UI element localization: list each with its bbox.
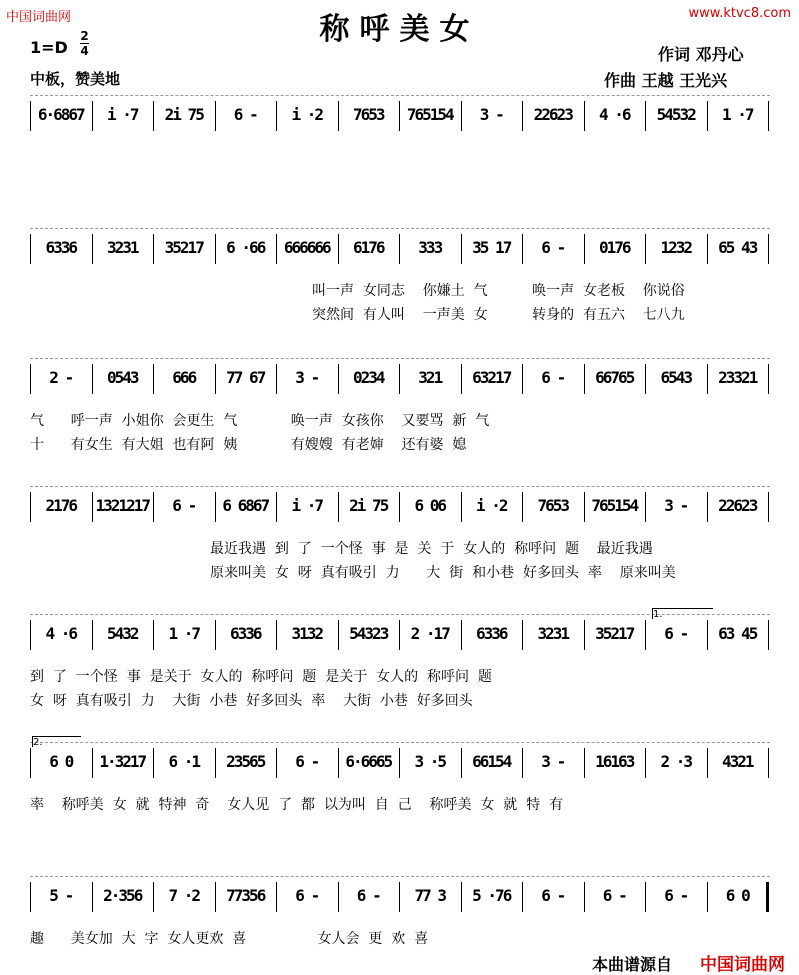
measure: 22623 xyxy=(533,105,572,124)
barline xyxy=(92,364,93,394)
system-separator xyxy=(30,486,770,487)
barline xyxy=(338,492,339,522)
barline xyxy=(399,234,400,264)
barline xyxy=(338,882,339,912)
barline xyxy=(584,492,585,522)
barline xyxy=(645,101,646,131)
tempo-marking: 中板，赞美地 xyxy=(30,70,121,88)
measure: 3132 xyxy=(291,624,323,643)
barline xyxy=(399,101,400,131)
measure: 6 - xyxy=(602,886,626,905)
barline xyxy=(768,101,769,131)
barline xyxy=(768,234,769,264)
final-barline xyxy=(766,882,769,912)
barline xyxy=(215,748,216,778)
barline xyxy=(522,364,523,394)
barline xyxy=(215,620,216,650)
barline xyxy=(338,620,339,650)
barline xyxy=(276,882,277,912)
barline xyxy=(276,364,277,394)
measure: 2176 xyxy=(45,496,77,515)
barline xyxy=(768,620,769,650)
measure: i ·2 xyxy=(475,496,507,515)
barline xyxy=(92,748,93,778)
measure: 2i 75 xyxy=(164,105,203,124)
measure: 1232 xyxy=(660,238,692,257)
lyrics-line-2: 原来叫美 女 呀 真有吸引 力 大 街 和小巷 好多回头 率 原来叫美 xyxy=(210,565,676,581)
barline xyxy=(584,101,585,131)
measure: 66154 xyxy=(472,752,511,771)
measure: 6 - xyxy=(172,496,196,515)
measure: 63 45 xyxy=(718,624,757,643)
barline xyxy=(92,234,93,264)
barline xyxy=(399,748,400,778)
measure: 666 xyxy=(172,368,196,387)
measure: 765154 xyxy=(406,105,453,124)
barline xyxy=(276,748,277,778)
measure: 1·3217 xyxy=(99,752,146,771)
barline xyxy=(645,620,646,650)
barline xyxy=(522,101,523,131)
barline xyxy=(461,882,462,912)
barline xyxy=(276,101,277,131)
lyrics-line-2: 十 有女生 有大姐 也有阿 姨 有嫂嫂 有老婶 还有婆 媳 xyxy=(30,437,467,453)
barline xyxy=(522,234,523,264)
barline xyxy=(584,748,585,778)
measure: 3231 xyxy=(106,238,138,257)
measure: 4 ·6 xyxy=(45,624,77,643)
measure: 6 ·1 xyxy=(168,752,200,771)
barline xyxy=(399,364,400,394)
measure: 63217 xyxy=(472,368,511,387)
lyrics-line-1: 最近我遇 到 了 一个怪 事 是 关 于 女人的 称呼问 题 最近我遇 xyxy=(210,541,653,557)
system-separator xyxy=(30,876,770,877)
measure: 333 xyxy=(418,238,442,257)
measure: 7653 xyxy=(352,105,384,124)
measure: 6 ·66 xyxy=(226,238,265,257)
measure: i ·7 xyxy=(106,105,138,124)
measure: 1 ·7 xyxy=(721,105,753,124)
lyrics-line-2: 突然间 有人叫 一声美 女 转身的 有五六 七八九 xyxy=(312,307,685,323)
measure: 6·6665 xyxy=(345,752,392,771)
barline xyxy=(338,234,339,264)
barline xyxy=(399,882,400,912)
measure: 5 ·76 xyxy=(472,886,511,905)
measure: 6 - xyxy=(541,886,565,905)
measure: i ·7 xyxy=(291,496,323,515)
system-separator xyxy=(30,228,770,229)
barline xyxy=(584,234,585,264)
measure: 3231 xyxy=(537,624,569,643)
barline xyxy=(461,364,462,394)
key-signature: 1=D xyxy=(30,38,68,57)
barline xyxy=(92,101,93,131)
measure: 2 ·3 xyxy=(660,752,692,771)
barline xyxy=(92,620,93,650)
measure: 23565 xyxy=(226,752,265,771)
system-separator xyxy=(30,95,770,96)
barline xyxy=(645,748,646,778)
measure: 6176 xyxy=(352,238,384,257)
barline xyxy=(338,101,339,131)
barline xyxy=(645,882,646,912)
measure: 0543 xyxy=(106,368,138,387)
barline xyxy=(461,620,462,650)
barline xyxy=(30,492,31,522)
measure: 6336 xyxy=(229,624,261,643)
barline xyxy=(399,492,400,522)
measure: 54532 xyxy=(656,105,695,124)
barline xyxy=(215,492,216,522)
source-label: 本曲谱源自 xyxy=(592,955,673,974)
barline xyxy=(645,492,646,522)
measure: 6 06 xyxy=(414,496,446,515)
measure: 6 - xyxy=(356,886,380,905)
barline xyxy=(461,234,462,264)
barline xyxy=(215,234,216,264)
lyrics-line-1: 气 呼一声 小姐你 会更生 气 唤一声 女孩你 又要骂 新 气 xyxy=(30,413,490,429)
measure: 0176 xyxy=(598,238,630,257)
barline xyxy=(707,620,708,650)
measure: 22623 xyxy=(718,496,757,515)
measure: 6 - xyxy=(233,105,257,124)
lyricist-credit: 作词 邓丹心 xyxy=(658,45,744,64)
measure: 2 ·17 xyxy=(410,624,449,643)
page-title: 称呼美女 xyxy=(319,12,480,47)
barline xyxy=(707,234,708,264)
measure: 4321 xyxy=(721,752,753,771)
barline xyxy=(645,364,646,394)
barline xyxy=(30,882,31,912)
time-sig-bottom: 4 xyxy=(80,44,89,58)
barline xyxy=(707,882,708,912)
measure: 6 6867 xyxy=(222,496,269,515)
barline xyxy=(768,748,769,778)
measure: 6 - xyxy=(541,238,565,257)
measure: 77356 xyxy=(226,886,265,905)
barline xyxy=(584,620,585,650)
barline xyxy=(399,620,400,650)
measure: 1 ·7 xyxy=(168,624,200,643)
measure: 3 - xyxy=(541,752,565,771)
measure: 6336 xyxy=(45,238,77,257)
time-sig-top: 2 xyxy=(80,29,89,43)
barline xyxy=(522,492,523,522)
barline xyxy=(92,882,93,912)
volta-bracket: 2. xyxy=(32,736,81,747)
barline xyxy=(153,234,154,264)
system-separator xyxy=(30,742,770,743)
system-separator xyxy=(30,358,770,359)
measure: 6 - xyxy=(664,886,688,905)
measure: 66765 xyxy=(595,368,634,387)
measure: 321 xyxy=(418,368,442,387)
measure: 765154 xyxy=(591,496,638,515)
barline xyxy=(522,620,523,650)
barline xyxy=(153,882,154,912)
barline xyxy=(522,882,523,912)
measure: 3 - xyxy=(664,496,688,515)
barline xyxy=(584,364,585,394)
measure: 16163 xyxy=(595,752,634,771)
lyrics-line-1: 叫一声 女同志 你嫌土 气 唤一声 女老板 你说俗 xyxy=(312,283,685,299)
measure: 5432 xyxy=(106,624,138,643)
lyrics-line-2: 女 呀 真有吸引 力 大街 小巷 好多回头 率 大街 小巷 好多回头 xyxy=(30,693,473,709)
measure: 0234 xyxy=(352,368,384,387)
measure: 77 67 xyxy=(226,368,265,387)
measure: 1321217 xyxy=(95,496,149,515)
barline xyxy=(276,620,277,650)
barline xyxy=(153,620,154,650)
barline xyxy=(768,364,769,394)
time-signature xyxy=(80,30,89,57)
barline xyxy=(461,748,462,778)
barline xyxy=(30,101,31,131)
barline xyxy=(707,364,708,394)
barline xyxy=(30,748,31,778)
barline xyxy=(707,748,708,778)
measure: 23321 xyxy=(718,368,757,387)
composer-credit: 作曲 王越 王光兴 xyxy=(604,71,728,90)
measure: 77 3 xyxy=(414,886,446,905)
barline xyxy=(461,101,462,131)
measure: 35 17 xyxy=(472,238,511,257)
barline xyxy=(522,748,523,778)
measure: 7653 xyxy=(537,496,569,515)
measure: 2i 75 xyxy=(349,496,388,515)
measure: 6 0 xyxy=(49,752,73,771)
measure: 65 43 xyxy=(718,238,757,257)
measure: 666666 xyxy=(283,238,330,257)
measure: 6·6867 xyxy=(37,105,84,124)
measure: 6336 xyxy=(475,624,507,643)
barline xyxy=(153,364,154,394)
lyrics-line-1: 率 称呼美 女 就 特神 奇 女人见 了 都 以为叫 自 己 称呼美 女 就 特 有 xyxy=(30,797,564,813)
measure: 35217 xyxy=(595,624,634,643)
measure: 3 - xyxy=(479,105,503,124)
barline xyxy=(645,234,646,264)
barline xyxy=(338,748,339,778)
measure: 6 - xyxy=(541,368,565,387)
barline xyxy=(461,492,462,522)
watermark-left: 中国词曲网 xyxy=(6,10,72,25)
barline xyxy=(30,234,31,264)
measure: 6 - xyxy=(664,624,688,643)
measure: 5 - xyxy=(49,886,73,905)
measure: 6 0 xyxy=(725,886,749,905)
barline xyxy=(215,364,216,394)
source-brand: 中国词曲网 xyxy=(700,955,785,975)
barline xyxy=(153,748,154,778)
barline xyxy=(30,620,31,650)
barline xyxy=(92,492,93,522)
volta-bracket: 1. xyxy=(652,608,713,619)
measure: i ·2 xyxy=(291,105,323,124)
lyrics-line-1: 趣 美女加 大 字 女人更欢 喜 女人会 更 欢 喜 xyxy=(30,931,429,947)
barline xyxy=(584,882,585,912)
measure: 4 ·6 xyxy=(598,105,630,124)
barline xyxy=(215,882,216,912)
barline xyxy=(338,364,339,394)
barline xyxy=(276,492,277,522)
measure: 6543 xyxy=(660,368,692,387)
barline xyxy=(30,364,31,394)
measure: 6 - xyxy=(295,886,319,905)
barline xyxy=(707,492,708,522)
barline xyxy=(153,101,154,131)
measure: 2·356 xyxy=(103,886,142,905)
barline xyxy=(768,492,769,522)
measure: 54323 xyxy=(349,624,388,643)
barline xyxy=(276,234,277,264)
measure: 2 - xyxy=(49,368,73,387)
measure: 7 ·2 xyxy=(168,886,200,905)
lyrics-line-1: 到 了 一个怪 事 是关于 女人的 称呼问 题 是关于 女人的 称呼问 题 xyxy=(30,669,492,685)
measure: 35217 xyxy=(164,238,203,257)
barline xyxy=(707,101,708,131)
barline xyxy=(153,492,154,522)
watermark-right: www.ktvc8.com xyxy=(688,6,791,21)
measure: 3 - xyxy=(295,368,319,387)
measure: 6 - xyxy=(295,752,319,771)
measure: 3 ·5 xyxy=(414,752,446,771)
barline xyxy=(215,101,216,131)
